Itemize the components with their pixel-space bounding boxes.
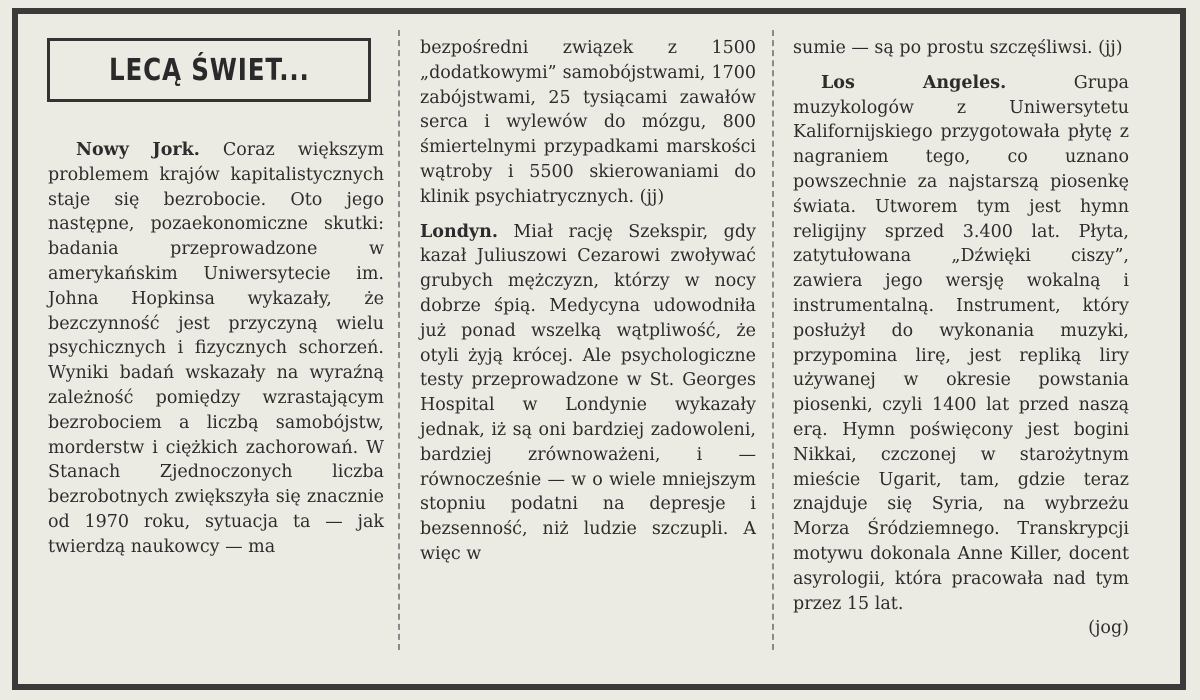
column-2 (420, 36, 756, 567)
paragraph-nowy-jork (48, 138, 384, 560)
headline: LECĄ ŚWIET... (108, 52, 310, 88)
paragraph-londyn (420, 220, 756, 567)
dateline-los-angeles: Los Angeles. (821, 72, 1007, 93)
dateline-londyn: Londyn. (420, 221, 498, 242)
column-3 (793, 36, 1129, 641)
headline-box (47, 38, 371, 102)
signature-jog: (jog) (1088, 618, 1129, 639)
text-nowy-jork-part2: bezpośredni związek z 1500 „dodatkowymi” samobójstwami, 1700 zabójstwami, 25 tysiącami zawałów serca i wylewów do mózgu, 800 śmiertelnymi przypadkami marskości wątroby i 5500 skierowaniami do klinik psychiatrycznych. (jj) (420, 38, 756, 207)
text-londyn-part1: Miał rację Szekspir, gdy kazał Juliuszowi Cezarowi zwoływać grubych mężczyzn, którzy w nocy dobrze śpią. Medycyna udowodniła już ponad wszelką wątpliwość, że otyli żyją krócej. Ale psychologiczne testy przeprowadzone w St. Georges Hospital w Londynie wykazały jednak, iż są oni bardziej zadowoleni, bardziej zrównoważeni, i — równocześnie — w o wiele mniejszym stopniu podatni na depresje i bezsenność, niż ludzie szczupli. A więc w (420, 221, 756, 564)
column-1 (48, 138, 384, 560)
dateline-nowy-jork: Nowy Jork. (76, 140, 200, 160)
text-nowy-jork-part1: Coraz większym problemem krajów kapitalistycznych staje się bezrobocie. Oto jego następne, pozaekonomiczne skutki: badania przeprowadzone w amerykańskim Uniwersytecie im. Johna Hopkinsa wykazały, że bezczynność jest przyczyną wielu psychicznych i fizycznych schorzeń. Wyniki badań wskazały na wyraźną zależność pomiędzy wzrastającym bezrobociem a liczbą samobójstw, morderstw i ciężkich zachorowań. W Stanach Zjednoczonych liczba bezrobotnych zwiększyła się znacznie od 1970 roku, sytuacja ta — jak twierdzą naukowcy — ma (48, 140, 384, 557)
column-divider-2 (772, 30, 774, 650)
column-divider-1 (398, 30, 400, 650)
text-londyn-part2: sumie — są po prostu szczęśliwsi. (jj) (793, 38, 1123, 58)
paragraph-los-angeles (793, 71, 1129, 617)
text-los-angeles: Grupa muzykologów z Uniwersytetu Kalifornijskiego przygotowała płytę z nagraniem tego, co uznano powszechnie za najstarszą piosenkę świata. Utworem tym jest hymn religijny sprzed 3.400 lat. Płyta, zatytułowana „Dźwięki ciszy”, zawiera jego wersję wokalną i instrumentalną. Instrument, który posłużył do wykonania muzyki, przypomina lirę, jest repliką liry używanej w okresie powstania piosenki, czyli 1400 lat przed naszą erą. Hymn poświęcony jest bogini Nikkai, czczonej w starożytnym mieście Ugarit, tam, gdzie teraz znajduje się Syria, na wybrzeżu Morza Śródziemnego. Transkrypcji motywu dokonala Anne Killer, docent asyrologii, która pracowała nad tym przez 15 lat. (793, 72, 1129, 614)
